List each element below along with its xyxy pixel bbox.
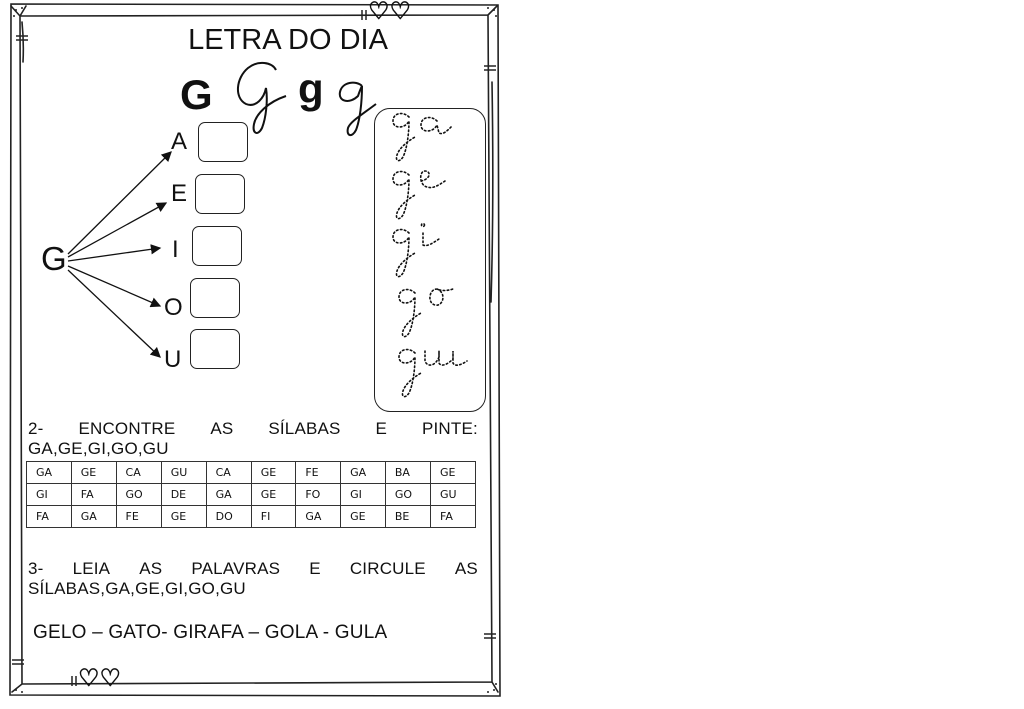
vowel-u: U	[164, 346, 182, 373]
syllable-cell[interactable]: GA	[341, 462, 386, 484]
instruction-word: E	[375, 419, 388, 438]
instruction-word: LEIA	[72, 559, 111, 578]
syllable-cell[interactable]: DO	[206, 506, 251, 528]
top-hearts-decoration: ♡♡	[368, 0, 412, 25]
instruction-word: PINTE:	[421, 419, 478, 438]
bottom-hearts-decoration: ♡♡	[78, 665, 122, 692]
answer-box-e[interactable]	[195, 174, 245, 214]
exercise2-instruction-line1	[28, 419, 478, 439]
letter-lower-print: g	[298, 65, 324, 112]
vowel-i: I	[172, 236, 179, 263]
syllable-cell[interactable]: FI	[251, 506, 296, 528]
instruction-word: E	[309, 559, 321, 578]
syllable-grid	[26, 461, 476, 528]
instruction-word: SÍLABAS	[268, 419, 341, 438]
instruction-word: 3-	[28, 559, 44, 578]
answer-box-a[interactable]	[198, 122, 248, 162]
syllable-cell[interactable]: CA	[206, 462, 251, 484]
syllable-cell[interactable]: GA	[71, 506, 116, 528]
instruction-word: ENCONTRE	[78, 419, 176, 438]
worksheet	[8, 2, 502, 698]
syllable-cell[interactable]: GO	[116, 484, 161, 506]
syllable-cell[interactable]: GE	[431, 462, 476, 484]
dotted-syllables-icon	[375, 109, 485, 411]
word-list: GELO – GATO- GIRAFA – GOLA - GULA	[33, 622, 388, 643]
table-row	[27, 506, 476, 528]
syllable-cell[interactable]: CA	[116, 462, 161, 484]
page-title: LETRA DO DIA	[188, 24, 388, 56]
syllable-cell[interactable]: GO	[385, 484, 430, 506]
syllable-cell[interactable]: FE	[296, 462, 341, 484]
syllable-cell[interactable]: BE	[385, 506, 430, 528]
instruction-word: CIRCULE	[349, 559, 426, 578]
vowel-e: E	[171, 180, 188, 207]
syllable-cell[interactable]: GU	[431, 484, 476, 506]
syllable-cell[interactable]: GE	[161, 506, 206, 528]
vowel-a: A	[171, 128, 188, 155]
syllable-cell[interactable]: GU	[161, 462, 206, 484]
instruction-word: AS	[210, 419, 234, 438]
syllable-cell[interactable]: GA	[27, 462, 72, 484]
answer-box-o[interactable]	[190, 278, 240, 318]
syllable-cell[interactable]: GE	[71, 462, 116, 484]
letter-upper-print: G	[180, 71, 213, 118]
syllable-cell[interactable]: GI	[341, 484, 386, 506]
syllable-cell[interactable]: FA	[27, 506, 72, 528]
answer-box-u[interactable]	[190, 329, 240, 369]
instruction-word: PALAVRAS	[191, 559, 281, 578]
exercise3-instruction	[28, 559, 478, 599]
syllable-cell[interactable]: FE	[116, 506, 161, 528]
syllable-cell[interactable]: GA	[206, 484, 251, 506]
syllable-cell[interactable]: BA	[385, 462, 430, 484]
syllable-cell[interactable]: FA	[431, 506, 476, 528]
vowel-o: O	[164, 294, 183, 321]
instruction-word: AS	[454, 559, 478, 578]
syllable-cell[interactable]: GI	[27, 484, 72, 506]
syllable-cell[interactable]: GE	[251, 484, 296, 506]
syllable-cell[interactable]: GE	[341, 506, 386, 528]
table-row	[27, 462, 476, 484]
syllable-cell[interactable]: GA	[296, 506, 341, 528]
syllable-cell[interactable]: FA	[71, 484, 116, 506]
source-letter: G	[41, 240, 67, 277]
exercise3-instruction-line1	[28, 559, 478, 579]
exercise2-instruction	[28, 419, 478, 459]
syllable-cell[interactable]: DE	[161, 484, 206, 506]
instruction-word: AS	[139, 559, 163, 578]
exercise2-instruction-line2: GA,GE,GI,GO,GU	[28, 439, 169, 458]
tracing-panel[interactable]	[374, 108, 486, 412]
syllable-cell[interactable]: FO	[296, 484, 341, 506]
answer-box-i[interactable]	[192, 226, 242, 266]
exercise3-instruction-line2: SÍLABAS,GA,GE,GI,GO,GU	[28, 579, 246, 598]
instruction-word: 2-	[28, 419, 44, 438]
syllable-cell[interactable]: GE	[251, 462, 296, 484]
table-row	[27, 484, 476, 506]
